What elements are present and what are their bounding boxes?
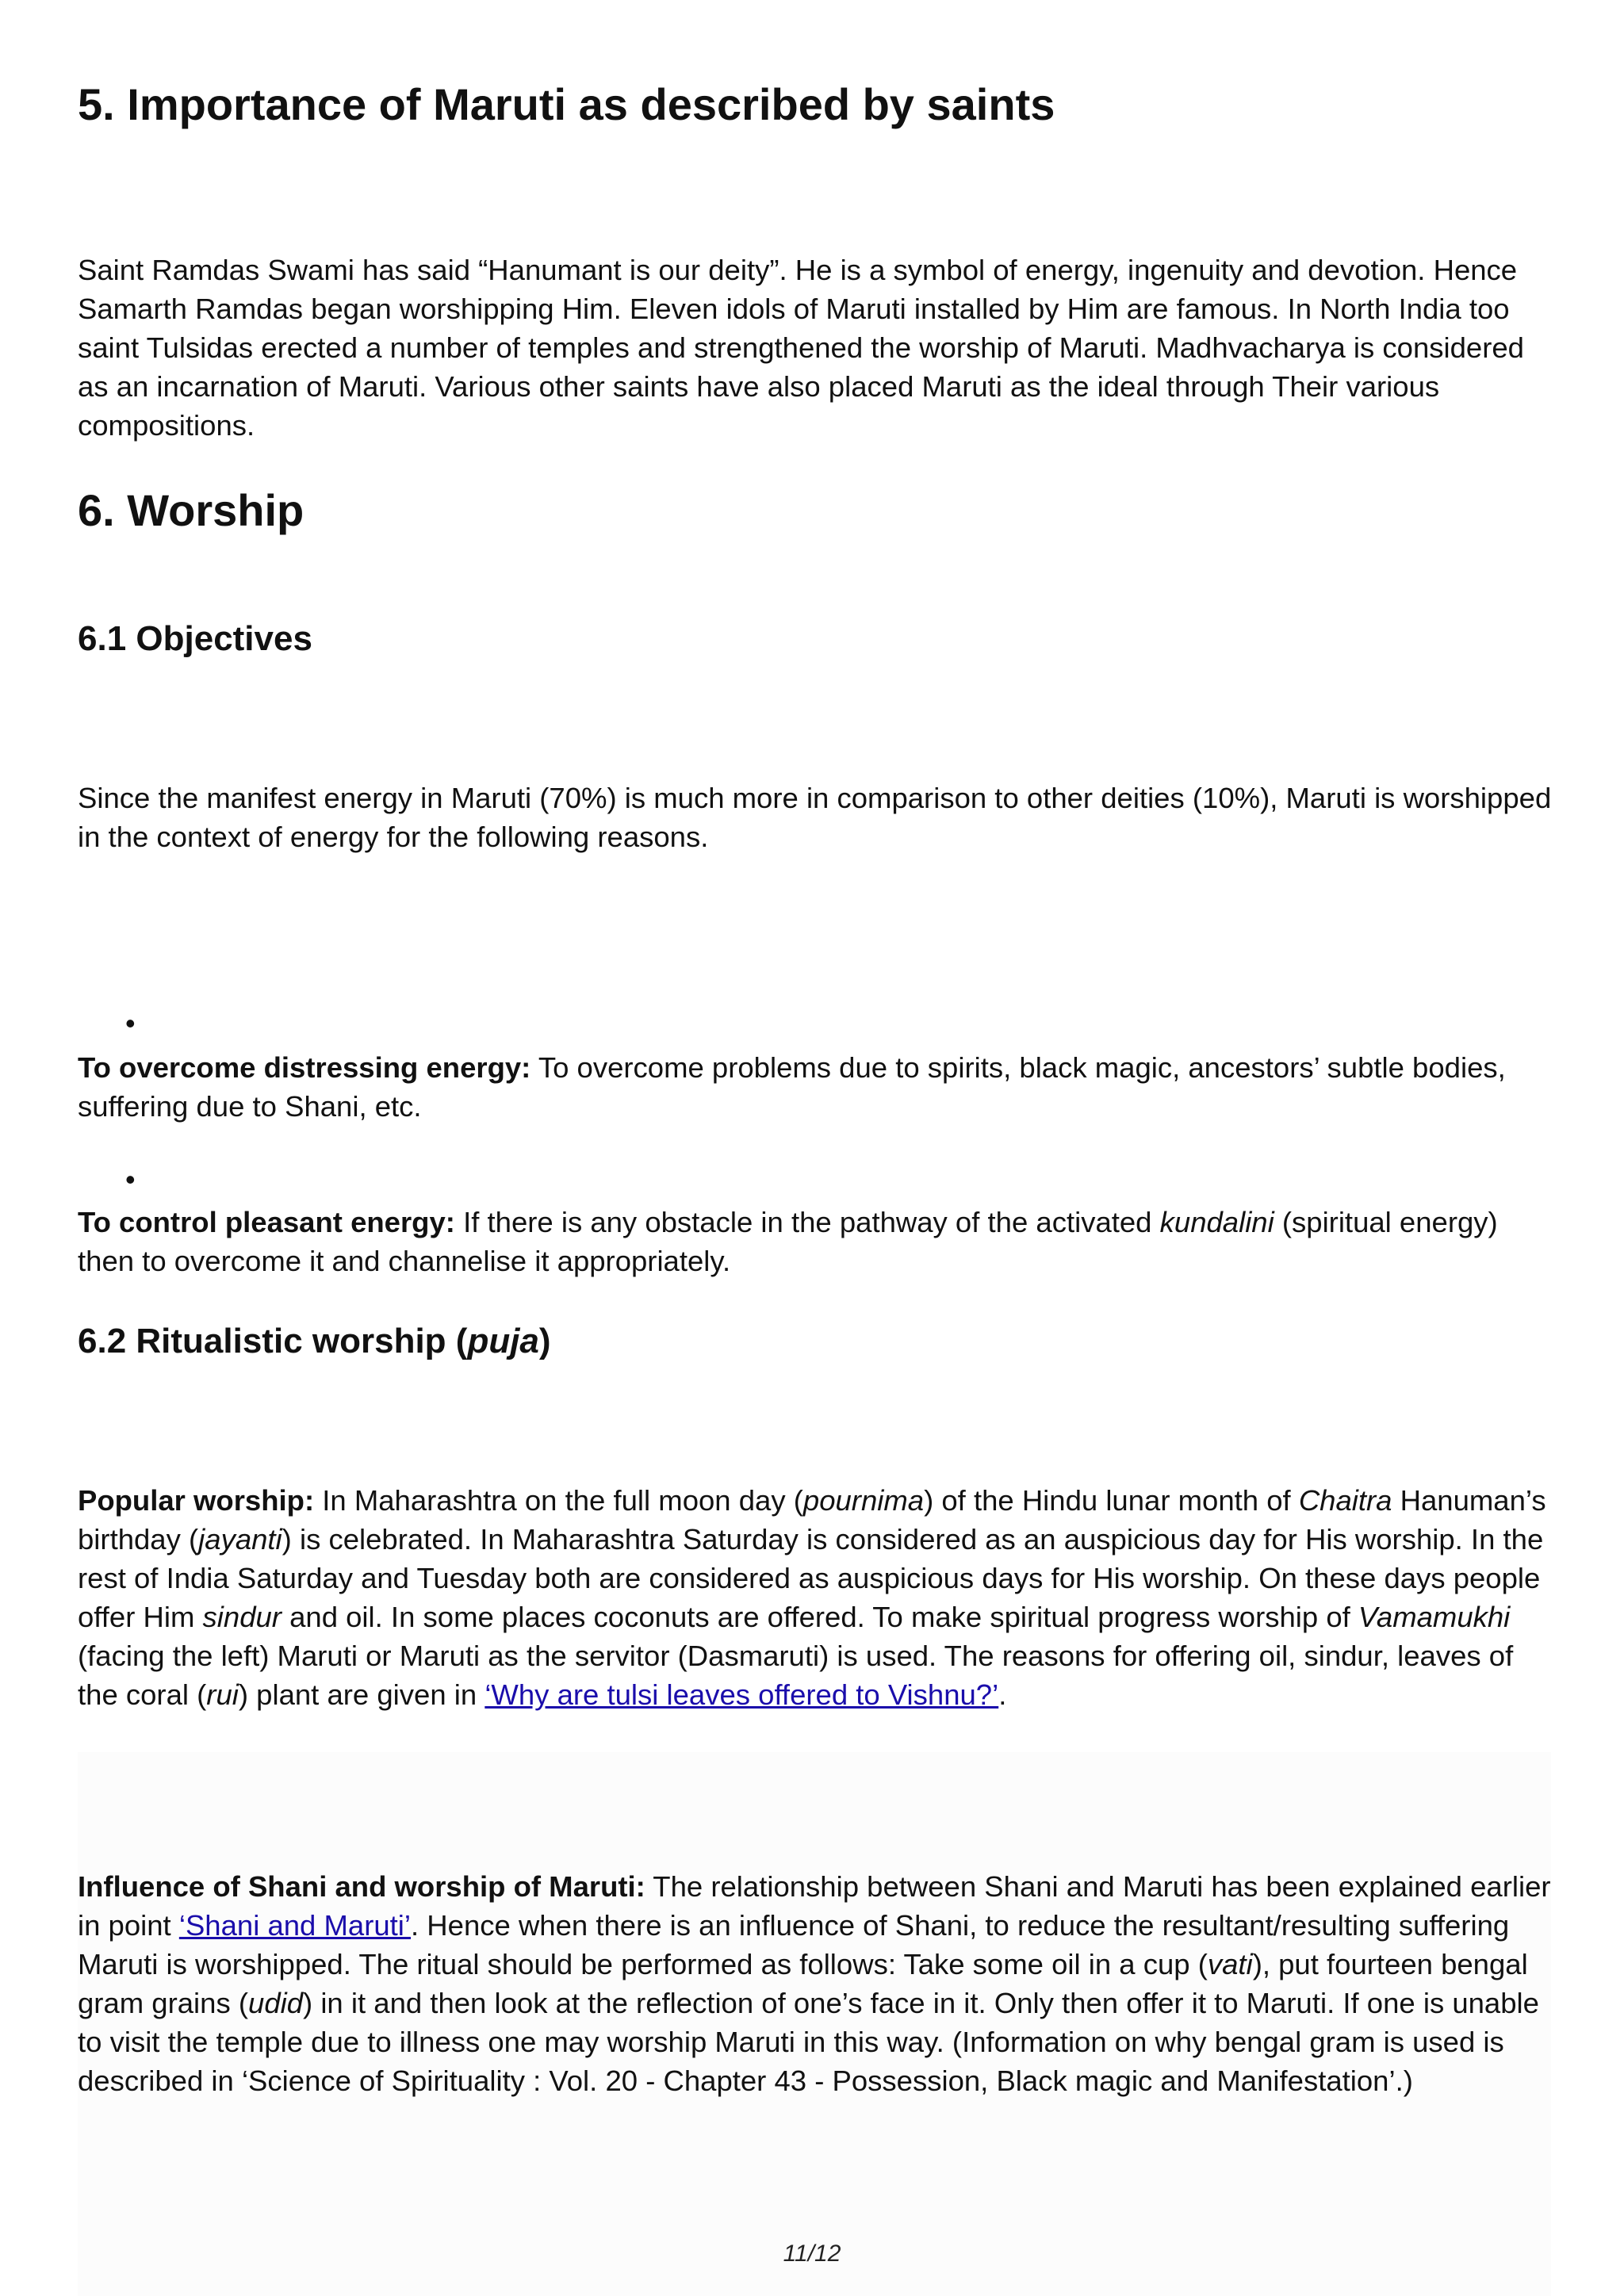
- tulsi-leaves-link[interactable]: ‘Why are tulsi leaves offered to Vishnu?’: [485, 1678, 999, 1711]
- puja-heading: 6.2 Ritualistic worship (puja): [78, 1322, 551, 1360]
- section-5-paragraph: Saint Ramdas Swami has said “Hanumant is our deity”. He is a symbol of energy, ingenuity and devotion. Hence Samarth Ramdas began worshipping Him. Eleven idols of Maruti installed by Him are famous. In North India too saint Tulsidas erected a number of temples and strengthened the worship of Maruti. Madhvacharya is considered as an incarnation of Maruti. Various other saints have also placed Maruti as the ideal through Their various compositions.: [78, 254, 1524, 442]
- bullet-icon: •: [125, 1163, 136, 1196]
- objective-item-label: To overcome distressing energy:: [78, 1051, 531, 1084]
- shani-worship-label: Influence of Shani and worship of Maruti:: [78, 1870, 645, 1903]
- bullet-icon: •: [125, 1007, 136, 1039]
- shani-worship-paragraph: Influence of Shani and worship of Maruti: The relationship between Shani and Maruti has been explained earlier in point ‘Shani and Maruti’. Hence when there is an influence of Shani, to reduce the resultant/resulting suffering Maruti is worshipped. The ritual should be performed as follows: Take some oil in a cup (vati), put fourteen bengal gram grains (udid) in it and then look at the reflection of one’s face in it. Only then offer it to Maruti. If one is unable to visit the temple due to illness one may worship Maruti in this way. (Information on why bengal gram is used is described in ‘Science of Spirituality : Vol. 20 - Chapter 43 - Possession, Black magic and Manifestation’.): [78, 1870, 1551, 2097]
- page-number: 11/12: [783, 2241, 841, 2267]
- objective-item-label: To control pleasant energy:: [78, 1206, 455, 1238]
- objective-item-pleasant: To control pleasant energy: If there is any obstacle in the pathway of the activated kundalini (spiritual energy) then to overcome it and channelise it appropriately.: [78, 1206, 1498, 1277]
- objectives-heading: 6.1 Objectives: [78, 619, 312, 658]
- section-6-heading: 6. Worship: [78, 485, 304, 535]
- objective-item-text: To overcome problems due to spirits, black magic, ancestors’ subtle bodies, suffering due to Shani, etc.: [78, 1051, 1506, 1123]
- popular-worship-label: Popular worship:: [78, 1484, 315, 1517]
- section-5-heading: 5. Importance of Maruti as described by saints: [78, 79, 1055, 129]
- objective-item-distressing: [78, 1048, 1553, 1126]
- popular-worship-paragraph: Popular worship: In Maharashtra on the full moon day (pournima) of the Hindu lunar month of Chaitra Hanuman’s birthday (jayanti) is celebrated. In Maharashtra Saturday is considered as an auspicious day for His worship. In the rest of India Saturday and Tuesday both are considered as auspicious days for His worship. On these days people offer Him sindur and oil. In some places coconuts are offered. To make spiritual progress worship of Vamamukhi (facing the left) Maruti or Maruti as the servitor (Dasmaruti) is used. The reasons for offering oil, sindur, leaves of the coral (rui) plant are given in ‘Why are tulsi leaves offered to Vishnu?’.: [78, 1484, 1546, 1711]
- shani-and-maruti-link[interactable]: ‘Shani and Maruti’: [178, 1909, 412, 1942]
- objectives-intro: Since the manifest energy in Maruti (70%) is much more in comparison to other deities (10%), Maruti is worshipped in the context of energy for the following reasons.: [78, 782, 1552, 853]
